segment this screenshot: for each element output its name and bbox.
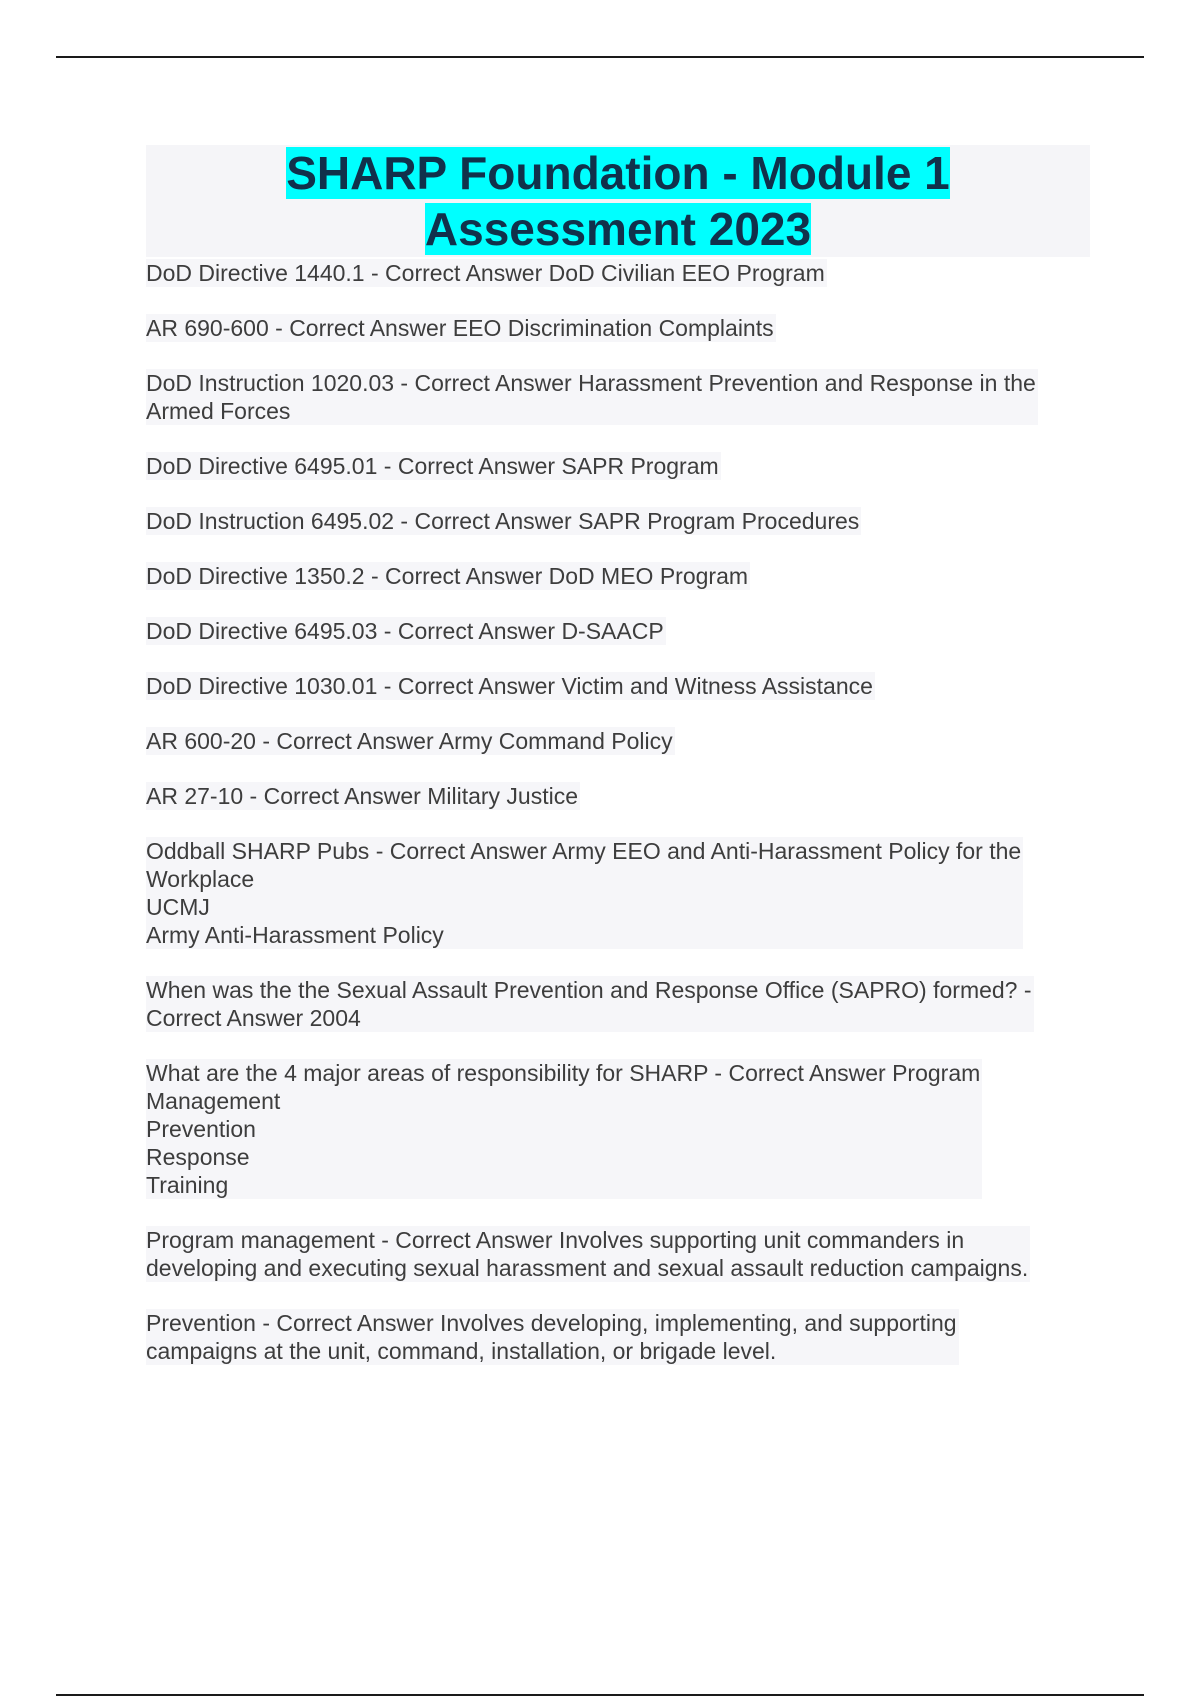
- qa-text: AR 690-600 - Correct Answer EEO Discrimination Complaints: [146, 315, 774, 341]
- qa-text: AR 600-20 - Correct Answer Army Command Policy: [146, 728, 673, 754]
- qa-text: DoD Directive 1350.2 - Correct Answer DoD MEO Program: [146, 563, 749, 589]
- list-item: [146, 617, 1090, 645]
- list-item: [146, 1059, 1090, 1199]
- list-item: [146, 1226, 1090, 1282]
- list-item: [146, 562, 1090, 590]
- qa-text: Prevention - Correct Answer Involves developing, implementing, and supporting campaigns at the unit, command, installation, or brigade level.: [146, 1310, 957, 1364]
- list-item: [146, 837, 1090, 949]
- qa-text: Oddball SHARP Pubs - Correct Answer Army EEO and Anti-Harassment Policy for the Workplace UCMJ Army Anti-Harassment Policy: [146, 838, 1022, 948]
- title-line-1: SHARP Foundation - Module 1: [286, 147, 950, 199]
- list-item: [146, 1309, 1090, 1365]
- list-item: [146, 507, 1090, 535]
- title-line-2: Assessment 2023: [424, 203, 812, 255]
- qa-list: [146, 259, 1090, 1365]
- list-item: [146, 369, 1090, 425]
- list-item: [146, 727, 1090, 755]
- bottom-rule: [56, 1694, 1144, 1696]
- qa-text: Program management - Correct Answer Involves supporting unit commanders in developing and executing sexual harassment and sexual assault reduction campaigns.: [146, 1227, 1029, 1281]
- document-body: [146, 145, 1090, 1365]
- qa-text: When was the the Sexual Assault Prevention and Response Office (SAPRO) formed? - Correct Answer 2004: [146, 977, 1032, 1031]
- qa-text: AR 27-10 - Correct Answer Military Justice: [146, 783, 579, 809]
- qa-text: DoD Directive 6495.03 - Correct Answer D-SAACP: [146, 618, 664, 644]
- qa-text: What are the 4 major areas of responsibility for SHARP - Correct Answer Program Management Prevention Response Training: [146, 1060, 981, 1198]
- qa-text: DoD Instruction 1020.03 - Correct Answer Harassment Prevention and Response in the Armed Forces: [146, 370, 1036, 424]
- list-item: [146, 672, 1090, 700]
- qa-text: DoD Directive 6495.01 - Correct Answer SAPR Program: [146, 453, 719, 479]
- qa-text: DoD Directive 1030.01 - Correct Answer Victim and Witness Assistance: [146, 673, 873, 699]
- document-title: [146, 145, 1090, 257]
- top-rule: [56, 56, 1144, 58]
- qa-text: DoD Directive 1440.1 - Correct Answer DoD Civilian EEO Program: [146, 260, 825, 286]
- list-item: [146, 452, 1090, 480]
- list-item: [146, 314, 1090, 342]
- qa-text: DoD Instruction 6495.02 - Correct Answer SAPR Program Procedures: [146, 508, 860, 534]
- list-item: [146, 976, 1090, 1032]
- list-item: [146, 782, 1090, 810]
- title-block: [146, 145, 1090, 257]
- list-item: [146, 259, 1090, 287]
